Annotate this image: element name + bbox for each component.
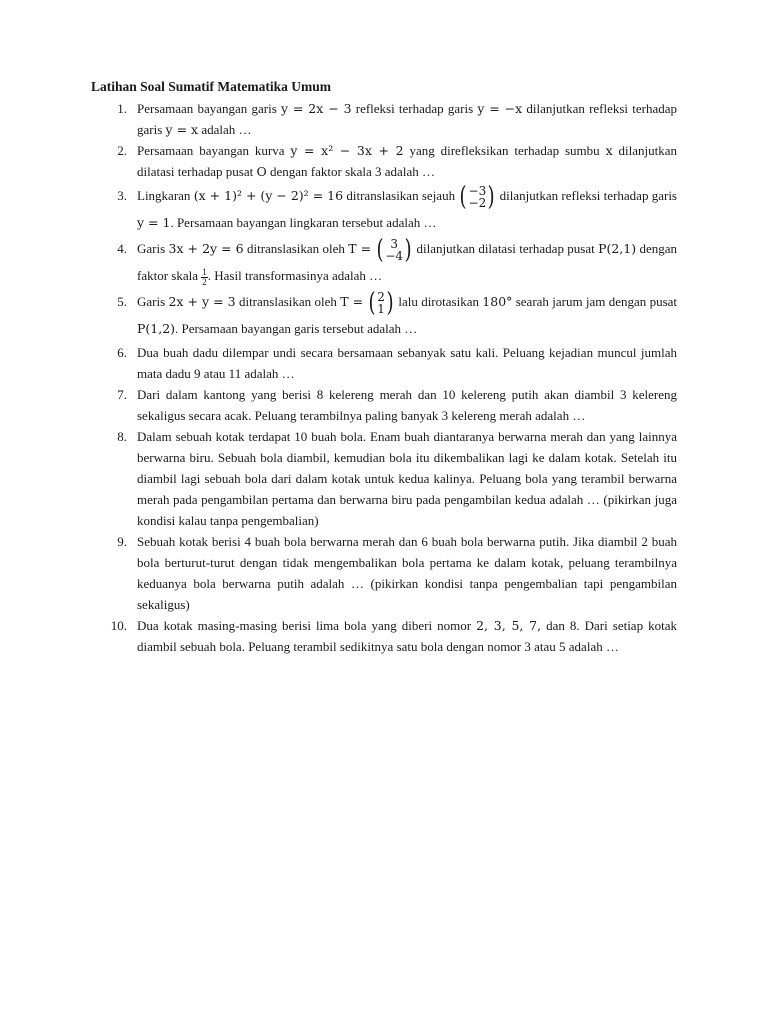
- question-1: [91, 98, 677, 140]
- question-9: [91, 531, 677, 615]
- question-text: Garis 3x + 2y = 6 ditranslasikan oleh T = ( 3 −4 ) dilanjutkan dilatasi terhadap pusat P(2,1) dengan faktor skala $\frac{1}{2}$ . Hasil transformasinya adalah …: [137, 235, 677, 287]
- translation-vector: ( −3 −2 ): [459, 182, 495, 213]
- question-list: [91, 98, 677, 657]
- question-3: [91, 183, 677, 236]
- question-text: Sebuah kotak berisi 4 buah bola berwarna merah dan 6 buah bola berwarna putih. Jika diambil 2 buah bola berturut-turut dengan tidak mengembalikan bola pertama ke dalam kotak, peluang terambilnya keduanya bola berwarna putih adalah … (pikirkan kondisi tanpa pengembalian tapi pengambilan sekaligus): [137, 534, 677, 613]
- question-number: 3.: [117, 188, 127, 203]
- question-number: 10.: [110, 618, 127, 634]
- question-2: [91, 140, 677, 182]
- question-number: 7.: [117, 387, 127, 403]
- question-text: Dua buah dadu dilempar undi secara bersamaan sebanyak satu kali. Peluang kejadian muncul jumlah mata dadu 9 atau 11 adalah …: [137, 345, 677, 382]
- question-8: [91, 426, 677, 531]
- question-text: Lingkaran (x + 1)² + (y − 2)² = 16 ditranslasikan sejauh ( −3 −2 ) dilanjutkan refleksi terhadap garis y = 1. Persamaan bayangan lingkaran tersebut adalah …: [137, 182, 677, 231]
- question-number: 8.: [117, 429, 127, 445]
- document-page: [91, 78, 677, 657]
- question-4: [91, 236, 677, 289]
- question-text: Persamaan bayangan garis y = 2x − 3 refleksi terhadap garis y = −x dilanjutkan refleksi terhadap garis y = x adalah …: [137, 101, 677, 137]
- scale-fraction: $\frac{1}{2}$: [202, 266, 207, 287]
- question-text: Dalam sebuah kotak terdapat 10 buah bola. Enam buah diantaranya berwarna merah dan yang lainnya berwarna biru. Sebuah bola diambil, kemudian bola itu dikembalikan lagi ke dalam kotak. Setelah itu diambil lagi sebuah bola dari dalam kotak untuk kedua kalinya. Peluang bola yang terambil berwarna merah pada pengambilan pertama dan berwarna biru pada pengambilan kedua adalah … (pikirkan juga kondisi kalau tanpa pengembalian): [137, 429, 677, 529]
- question-number: 4.: [117, 241, 127, 257]
- question-text: Dua kotak masing-masing berisi lima bola yang diberi nomor 2, 3, 5, 7, dan 8. Dari setiap kotak diambil sebuah bola. Peluang terambil sedikitnya satu bola dengan nomor 3 atau 5 adalah …: [137, 618, 677, 655]
- question-number: 2.: [117, 143, 127, 158]
- question-number: 5.: [117, 294, 127, 310]
- page-title: Latihan Soal Sumatif Matematika Umum: [91, 79, 332, 94]
- question-5: [91, 289, 677, 342]
- question-number: 9.: [117, 534, 127, 550]
- question-text: Persamaan bayangan kurva y = x² − 3x + 2 yang direfleksikan terhadap sumbu x dilanjutkan dilatasi terhadap pusat O dengan faktor skala 3 adalah …: [137, 143, 677, 179]
- question-text: Garis 2x + y = 3 ditranslasikan oleh T = ( 2 1 ) lalu dirotasikan 180° searah jarum jam dengan pusat P(1,2). Persamaan bayangan garis tersebut adalah …: [137, 288, 678, 337]
- question-number: 6.: [117, 345, 127, 361]
- question-10: [91, 615, 677, 657]
- question-number: 1.: [117, 101, 127, 116]
- translation-vector: ( 2 1 ): [368, 288, 394, 319]
- question-7: [91, 384, 677, 426]
- question-6: [91, 342, 677, 384]
- question-text: Dari dalam kantong yang berisi 8 kelereng merah dan 10 kelereng putih akan diambil 3 kelereng sekaligus secara acak. Peluang terambilnya paling banyak 3 kelereng merah adalah …: [137, 387, 677, 424]
- translation-vector: ( 3 −4 ): [376, 235, 412, 266]
